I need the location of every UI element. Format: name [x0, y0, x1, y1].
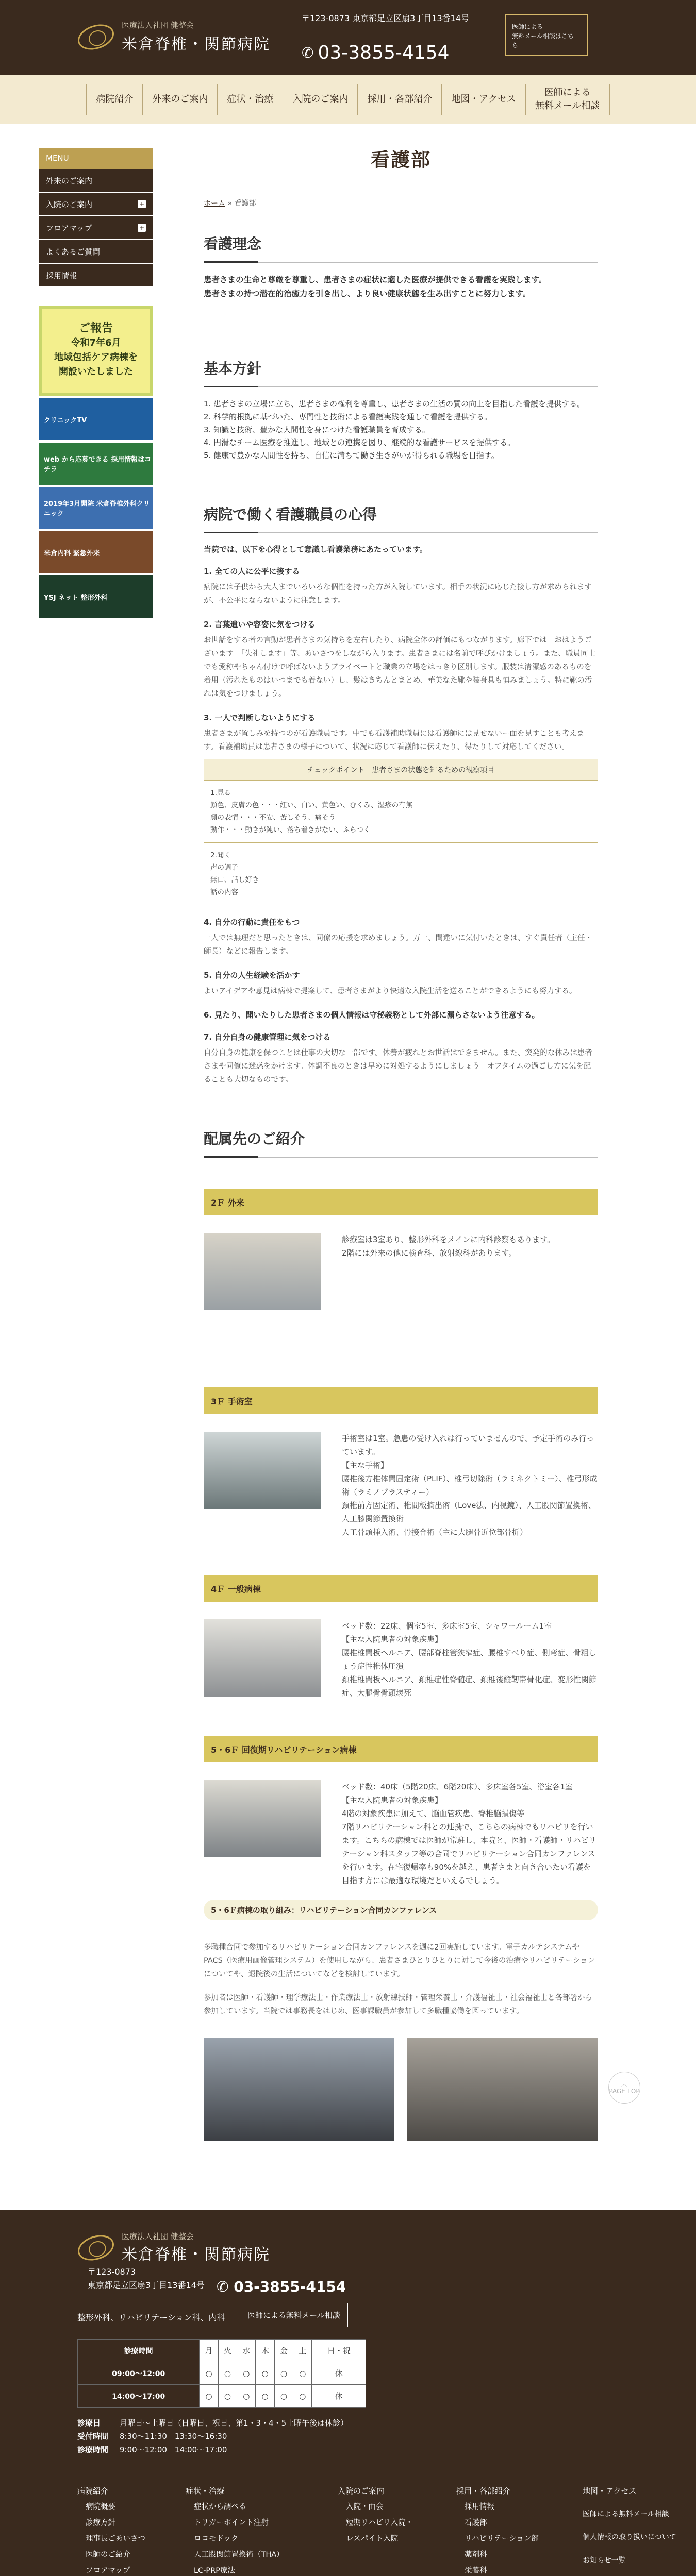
- sidebar-item-label: 入院のご案内: [46, 199, 93, 209]
- banner-clinic[interactable]: [39, 487, 153, 529]
- header-mail-consult-button[interactable]: [505, 14, 588, 56]
- footer-col-recruit: [456, 2483, 539, 2576]
- sidebar-item-label: 外来のご案内: [46, 176, 93, 185]
- footer-col-access: [583, 2483, 691, 2576]
- policy-item: 1. 患者さまの立場に立ち、患者さまの権利を尊重し、患者さまの生活の質の向上を目指した看護を提供する。: [204, 399, 585, 409]
- conference-photo: [204, 2038, 394, 2141]
- info-key: 受付時間: [77, 2432, 109, 2441]
- info-value: 9:00〜12:00 14:00〜17:00: [120, 2445, 227, 2454]
- ward-card: [204, 1189, 598, 1310]
- ward-text: 手術室は1室。急患の受け入れは行っていませんので、予定手術のみ行っています。: [342, 1434, 594, 1456]
- main-content: [204, 144, 598, 2141]
- nav-label: 医師による: [544, 87, 591, 98]
- hours-header: 木: [256, 2340, 274, 2362]
- ward-text: 腰椎椎間板ヘルニア、腰部脊柱管狭窄症、腰椎すべり症、側弯症、骨粗しょう症性椎体圧潰: [342, 1648, 596, 1671]
- hours-header: 金: [274, 2340, 293, 2362]
- notice-banner[interactable]: [39, 306, 153, 396]
- banner-label: web から応募できる 採用情報はコチラ: [44, 456, 152, 473]
- footer-link[interactable]: 短期リハビリ入院・: [346, 2519, 413, 2527]
- section-title: 病院で働く看護職員の心得: [204, 503, 598, 533]
- breadcrumb-home[interactable]: ホーム: [204, 199, 225, 208]
- nav-label: 採用・各部紹介: [367, 93, 433, 105]
- sidebar-item-recruit[interactable]: [39, 264, 153, 287]
- footer-link[interactable]: フロアマップ: [86, 2567, 130, 2575]
- expand-icon[interactable]: +: [138, 200, 146, 208]
- mindset-text: 病院には子供から大人までいろいろな個性を持った方が入院しています。相手の状況に応じた接し方が求められますが、不公平にならないように注意します。: [204, 583, 592, 605]
- footer-link[interactable]: お知らせ一覧: [583, 2556, 626, 2565]
- breadcrumb-separator: »: [227, 199, 233, 208]
- section-title: 配属先のご紹介: [204, 1128, 598, 1158]
- logo-title: 米倉脊椎・関節病院: [122, 2246, 270, 2264]
- mindset-heading: 3. 一人で判断しないようにする: [204, 713, 316, 722]
- hours-cell: 09:00〜12:00: [78, 2362, 200, 2385]
- ward-text: 腰椎後方椎体間固定術（PLIF）、椎弓切除術（ラミネクトミー）、椎弓形成術（ラミノプラスティー）: [342, 1474, 598, 1497]
- hours-cell: ○: [274, 2385, 293, 2408]
- policy-item: 3. 知識と技術、豊かな人間性を身につけた看護職員を育成する。: [204, 425, 430, 434]
- sidebar-item-outpatient[interactable]: [39, 169, 153, 193]
- mindset-heading: 1. 全ての人に公平に接する: [204, 567, 300, 576]
- phone-icon: ✆: [302, 44, 314, 61]
- checkpoint-line: 声の調子: [210, 863, 238, 872]
- mindset-heading: 5. 自分の人生経験を活かす: [204, 971, 300, 980]
- hours-cell: ○: [293, 2385, 312, 2408]
- footer-link[interactable]: 薬剤科: [465, 2551, 487, 2559]
- mindset-text: 一人では無理だと思ったときは、同僚の応援を求めましょう。万一、間違いに気付いたときは、すぐ責任者（主任・師長）などに報告します。: [204, 934, 592, 956]
- section-title: 基本方針: [204, 358, 598, 387]
- footer-col-admission: [338, 2483, 413, 2547]
- nav-label: 症状・治療: [227, 93, 274, 105]
- ward-title: 2Ｆ 外来: [204, 1189, 598, 1215]
- ward-photo-outpatient: [204, 1233, 321, 1310]
- mindset-heading: 2. 言葉遣いや容姿に気をつける: [204, 620, 316, 629]
- checkpoint-line: 顔の表情・・・不安、苦しそう、痛そう: [210, 814, 336, 822]
- sidebar-item-label: よくあるご質問: [46, 247, 101, 257]
- ward-card: [204, 1736, 598, 1887]
- notice-line: 開設いたしました: [59, 366, 133, 377]
- footer-link[interactable]: リハビリテーション部: [465, 2535, 539, 2543]
- banner-label: YSJ ネット 整形外科: [44, 594, 108, 602]
- address-line: 〒123-0873: [88, 2267, 136, 2277]
- table-row: [78, 2385, 366, 2408]
- mindset-section: [204, 503, 598, 1087]
- footer-address: [88, 2265, 205, 2292]
- footer-link[interactable]: 理事長ごあいさつ: [86, 2535, 145, 2543]
- ward-title: 5・6Ｆ 回復期リハビリテーション病棟: [204, 1736, 598, 1762]
- philosophy-section: [204, 233, 598, 301]
- hours-cell: ○: [200, 2362, 218, 2385]
- hours-cell: 休: [312, 2385, 366, 2408]
- mindset-text: お世話をする者の言動が患者さまの気持ちを左右したり、病院全体の評価にもつながります。廊下では「おはようございます」「失礼します」等、あいさつをしながら入ります。患者さまには名前で呼びかけましょう。また、職員同士でも愛称やちゃん付けで呼ばないようプライベートと職業の立場をはっきり区別します。服装は清潔感のあるものを着用（汚れたものはいつまでも着ない）し、髪はきちんとまとめ、華美なた靴や装身具も慎みましょう。特に靴の汚れは気をつけましょう。: [204, 636, 596, 698]
- ward-text: 人工骨頭挿入術、骨接合術（主に大腿骨近位部骨折）: [342, 1528, 528, 1537]
- policy-item: 4. 円滑なチーム医療を推進し、地域との連携を図り、継続的な看護サービスを提供する。: [204, 438, 516, 447]
- footer-logo[interactable]: [77, 2231, 270, 2264]
- footer-link[interactable]: 地図・アクセス: [583, 2486, 637, 2496]
- footer-link[interactable]: 個人情報の取り扱いについて: [583, 2533, 676, 2541]
- footer-link[interactable]: 医師のご紹介: [86, 2551, 130, 2559]
- philosophy-text: 患者さまの生命と尊厳を尊重し、患者さまの症状に適した医療が提供できる看護を実践します。: [204, 275, 547, 284]
- nav-mail-consult[interactable]: [526, 84, 610, 115]
- banner-clinic-tv[interactable]: [39, 398, 153, 440]
- footer-link[interactable]: 採用情報: [465, 2503, 494, 2511]
- policy-list: [204, 398, 598, 462]
- logo-emblem-icon: [75, 20, 118, 54]
- notice-line: ご報告: [78, 322, 113, 335]
- footer-link[interactable]: ロコモドック: [194, 2535, 239, 2543]
- phone-icon: ✆: [217, 2278, 234, 2295]
- hours-cell: ○: [218, 2385, 237, 2408]
- footer-info: [77, 2416, 348, 2456]
- policy-item: 2. 科学的根拠に基づいた、専門性と技術による看護実践を通して看護を提供する。: [204, 412, 492, 421]
- ward-title: 3Ｆ 手術室: [204, 1387, 598, 1414]
- logo-title: 米倉脊椎・関節病院: [122, 36, 270, 54]
- banner-ysj[interactable]: [39, 575, 153, 618]
- sidebar-header: MENU: [39, 148, 153, 169]
- footer-link[interactable]: 医師による無料メール相談: [583, 2510, 669, 2518]
- banner-label: 2019年3月開院 米倉脊椎外科クリニック: [44, 500, 150, 518]
- table-row: [78, 2362, 366, 2385]
- hours-header: 日・祝: [312, 2340, 366, 2362]
- footer-link[interactable]: 病院概要: [86, 2503, 115, 2511]
- footer-mail-consult-button[interactable]: 医師による無料メール相談: [240, 2303, 348, 2327]
- mindset-heading: 4. 自分の行動に責任をもつ: [204, 918, 300, 927]
- sidebar-item-faq[interactable]: [39, 240, 153, 264]
- page-title: 看護部: [371, 148, 431, 171]
- logo-emblem-icon: [75, 2231, 118, 2265]
- address-line: 東京都足立区扇3丁目13番14号: [88, 2280, 205, 2290]
- ward-card: [204, 1387, 598, 1539]
- ward-photo-general-ward: [204, 1619, 321, 1697]
- nav-recruit[interactable]: [358, 84, 442, 115]
- hours-cell: ○: [274, 2362, 293, 2385]
- ward-text: 頚椎前方固定術、椎間板摘出術（Love法、内視鏡）、人工股関節置換術、人工膝関節置換術: [342, 1501, 596, 1523]
- footer-departments: 整形外科、リハビリテーション科、内科: [77, 2313, 225, 2323]
- ward-text: ベッド数：22床、個室5室、多床室5室、シャワールーム1室: [342, 1621, 552, 1631]
- ward-text: 診療室は3室あり、整形外科をメインに内科診察もあります。: [342, 1235, 555, 1244]
- hours-cell: 休: [312, 2362, 366, 2385]
- hours-header: 土: [293, 2340, 312, 2362]
- hours-cell: ○: [218, 2362, 237, 2385]
- nav-outpatient[interactable]: [143, 84, 218, 115]
- nav-label: 外来のご案内: [152, 93, 208, 105]
- info-value: 8:30〜11:30 13:30〜16:30: [120, 2432, 227, 2441]
- footer-link[interactable]: 人工股関節置換術（THA）: [194, 2551, 284, 2559]
- footer-link[interactable]: 看護部: [465, 2519, 487, 2527]
- nav-access[interactable]: [442, 84, 525, 115]
- conference-photos: [204, 2038, 598, 2141]
- footer-link[interactable]: トリガーポイント注射: [194, 2519, 269, 2527]
- checkpoint-box: [204, 759, 598, 905]
- nav-label: 地図・アクセス: [451, 93, 516, 105]
- breadcrumb-current: 看護部: [234, 199, 256, 208]
- logo-subtitle: 医療法人社団 健整会: [122, 21, 194, 30]
- page-top-button[interactable]: [608, 2072, 640, 2104]
- footer-link[interactable]: LC-PRP療法: [194, 2567, 235, 2575]
- hours-cell: ○: [256, 2362, 274, 2385]
- hours-header: 水: [237, 2340, 256, 2362]
- conference-title: 5・6Ｆ病棟の取り組み：リハビリテーション合同カンファレンス: [204, 1900, 598, 1920]
- footer-phone-number: 03-3855-4154: [234, 2278, 346, 2295]
- checkpoint-line: 話の内容: [210, 888, 238, 896]
- page-top-label: PAGE TOP: [609, 2088, 640, 2095]
- footer-phone[interactable]: [217, 2278, 346, 2295]
- ward-text: ベッド数：40床（5階20床、6階20床）、多床室各5室、浴室各1室: [342, 1782, 573, 1791]
- hours-header: 診療時間: [78, 2340, 200, 2362]
- expand-icon[interactable]: +: [138, 224, 146, 232]
- mindset-heading: 6. 見たり、聞いたりした患者さまの個人情報は守秘義務として外部に漏らさないよう注意する。: [204, 1010, 540, 1020]
- footer-link[interactable]: レスパイト入院: [346, 2535, 399, 2543]
- ward-text: 【主な手術】: [342, 1461, 389, 1470]
- hours-cell: ○: [293, 2362, 312, 2385]
- nav-label: 無料メール相談: [535, 100, 600, 111]
- hours-table: [77, 2339, 366, 2408]
- sidebar-item-floormap[interactable]: [39, 216, 153, 240]
- chevron-up-icon: ︿: [621, 2080, 627, 2088]
- ward-photo-rehab-ward: [204, 1780, 321, 1857]
- mindset-text: 自分自身の健康を保つことは仕事の大切な一部です。休養が疲れとお世話はできません。また、突発的な休みは患者さまや同僚に迷惑をかけます。体調不良のときは早めに対処するようにしましょう。オフタイムの過ごし方に気を配ることも大切なものです。: [204, 1049, 592, 1084]
- mindset-text: よいアイデアや意見は病棟で提案して、患者さまがより快適な入院生活を送ることができるようにも努力する。: [204, 987, 577, 995]
- ward-card: [204, 1575, 598, 1700]
- mail-line: 医師による: [512, 23, 543, 30]
- hours-header: 月: [200, 2340, 218, 2362]
- ward-text: 7階リハビリテーション科との連携で、こちらの病棟でもリハビリを行います。こちらの病棟では医師が常駐し、本院と、医師・看護師・リハビリテーション科スタッフ等の合同でリハビリテーション合同カンファレンスを行います。在宅復帰率も90%を越え、患者さまと向き合いたい看護を目指す方には最適な環境だといえるでしょう。: [342, 1822, 596, 1885]
- site-footer: [0, 2210, 696, 2576]
- conference-text: 多職種合同で参加するリハビリテーション合同カンファレンスを週に2回実施しています。電子カルテシステムやPACS（医療用画像管理システム）を使用しながら、患者さまひとりひとりに対して今後の治療やリハビリテーションについてや、退院後の生活についてなどを検討しています。: [204, 1943, 595, 1978]
- nav-admission[interactable]: [283, 84, 358, 115]
- sidebar-item-label: 採用情報: [46, 270, 77, 280]
- hours-cell: ○: [237, 2362, 256, 2385]
- site-header: [0, 0, 696, 75]
- footer-link[interactable]: 病院紹介: [77, 2486, 109, 2496]
- ward-text: 4階の対象疾患に加えて、脳血管疾患、脊椎脳損傷等: [342, 1809, 525, 1818]
- ward-photo-operating-room: [204, 1432, 321, 1509]
- philosophy-text: 患者さまの持つ潜在的治癒力を引き出し、より良い健康状態を生み出すことに努力します。: [204, 289, 531, 298]
- info-key: 診療時間: [77, 2445, 109, 2454]
- sidebar: [39, 148, 153, 618]
- hours-header: 火: [218, 2340, 237, 2362]
- checkpoint-title: チェックポイント 患者さまの状態を知るための観察項目: [204, 759, 598, 781]
- ward-text: 2階には外来の他に検査科、放射線科があります。: [342, 1248, 517, 1258]
- mindset-lead: 当院では、以下を心得として意識し看護業務にあたっています。: [204, 545, 427, 554]
- footer-link[interactable]: 診療方針: [86, 2519, 115, 2527]
- nav-label: 病院紹介: [96, 93, 134, 105]
- logo-subtitle: 医療法人社団 健整会: [122, 2232, 194, 2241]
- notice-line: 地域包括ケア病棟を: [54, 352, 138, 363]
- header-phone[interactable]: [302, 42, 450, 63]
- info-key: 診療日: [77, 2418, 101, 2428]
- nav-hospital-intro[interactable]: [87, 84, 143, 115]
- header-phone-number: 03-3855-4154: [318, 42, 450, 63]
- sidebar-item-admission[interactable]: [39, 193, 153, 216]
- hours-cell: ○: [200, 2385, 218, 2408]
- ward-text: 【主な入院患者の対象疾患】: [342, 1795, 443, 1805]
- sidebar-item-label: フロアマップ: [46, 223, 92, 233]
- nav-label: 入院のご案内: [292, 93, 349, 105]
- hours-cell: ○: [256, 2385, 274, 2408]
- info-value: 月曜日〜土曜日（日曜日、祝日、第1・3・4・5土曜午後は休診）: [120, 2418, 349, 2428]
- global-nav: [0, 75, 696, 124]
- banner-recruit[interactable]: [39, 443, 153, 485]
- ward-text: 【主な入院患者の対象疾患】: [342, 1635, 443, 1644]
- checkpoint-line: 無口、話し好き: [210, 876, 259, 884]
- footer-link[interactable]: 症状・治療: [186, 2486, 225, 2496]
- banner-internal[interactable]: [39, 531, 153, 573]
- conference-text: 参加者は医師・看護師・理学療法士・作業療法士・放射線技師・管理栄養士・介護福祉士・社会福祉士と各部署から参加しています。当院では事務長をはじめ、医事課職員が参加して多職種協働を図っています。: [204, 1994, 592, 2015]
- checkpoint-line: 動作・・・動きが鈍い、落ち着きがない、ふらつく: [210, 826, 371, 834]
- mail-line: ら: [512, 42, 519, 49]
- footer-col-symptoms: [186, 2483, 291, 2576]
- checkpoint-line: 2.聞く: [210, 851, 231, 859]
- wards-section: [204, 1128, 598, 2141]
- footer-link[interactable]: 入院のご案内: [338, 2486, 385, 2496]
- mindset-heading: 7. 自分自身の健康管理に気をつける: [204, 1032, 331, 1042]
- footer-link[interactable]: 栄養科: [465, 2567, 487, 2575]
- section-title: 看護理念: [204, 233, 598, 263]
- mail-line: 無料メール相談はこち: [512, 32, 574, 40]
- checkpoint-line: 1.見る: [210, 789, 231, 797]
- hours-cell: 14:00〜17:00: [78, 2385, 200, 2408]
- conference-photo: [407, 2038, 598, 2141]
- notice-line: 令和7年6月: [71, 337, 121, 348]
- header-address: 〒123-0873 東京都足立区扇3丁目13番14号: [302, 13, 470, 23]
- ward-title: 4Ｆ 一般病棟: [204, 1575, 598, 1602]
- mindset-text: 患者さまが置しみを持つのが看護職員です。中でも看護補助職員には看護師には見せないー面を見すことも考えます。看護補助員は患者さまの様子について、状況に応じて看護師に伝えたり、得たりして対応してください。: [204, 730, 585, 751]
- breadcrumb: [204, 198, 598, 208]
- footer-link[interactable]: 症状から調べる: [194, 2503, 246, 2511]
- footer-link[interactable]: 入院・面会: [346, 2503, 384, 2511]
- site-logo[interactable]: [77, 20, 270, 54]
- ward-text: 頚椎椎間板ヘルニア、頚椎症性脊髄症、頚椎後縦靭帯骨化症、変形性関節症、大腿骨骨頭壊死: [342, 1675, 596, 1698]
- banner-label: クリニックTV: [44, 416, 87, 425]
- hours-cell: ○: [237, 2385, 256, 2408]
- banner-label: 米倉内科 緊急外来: [44, 549, 100, 557]
- footer-col-hospital: [77, 2483, 145, 2576]
- checkpoint-line: 顔色、皮膚の色・・・紅い、白い、黄色い、むくみ、湿疹の有無: [210, 801, 413, 809]
- policy-section: [204, 358, 598, 462]
- policy-item: 5. 健康で豊かな人間性を持ち、自信に満ちて働き生きがいが得られる職場を目指す。: [204, 451, 499, 460]
- footer-link[interactable]: 採用・各部紹介: [456, 2486, 511, 2496]
- nav-symptoms[interactable]: [218, 84, 283, 115]
